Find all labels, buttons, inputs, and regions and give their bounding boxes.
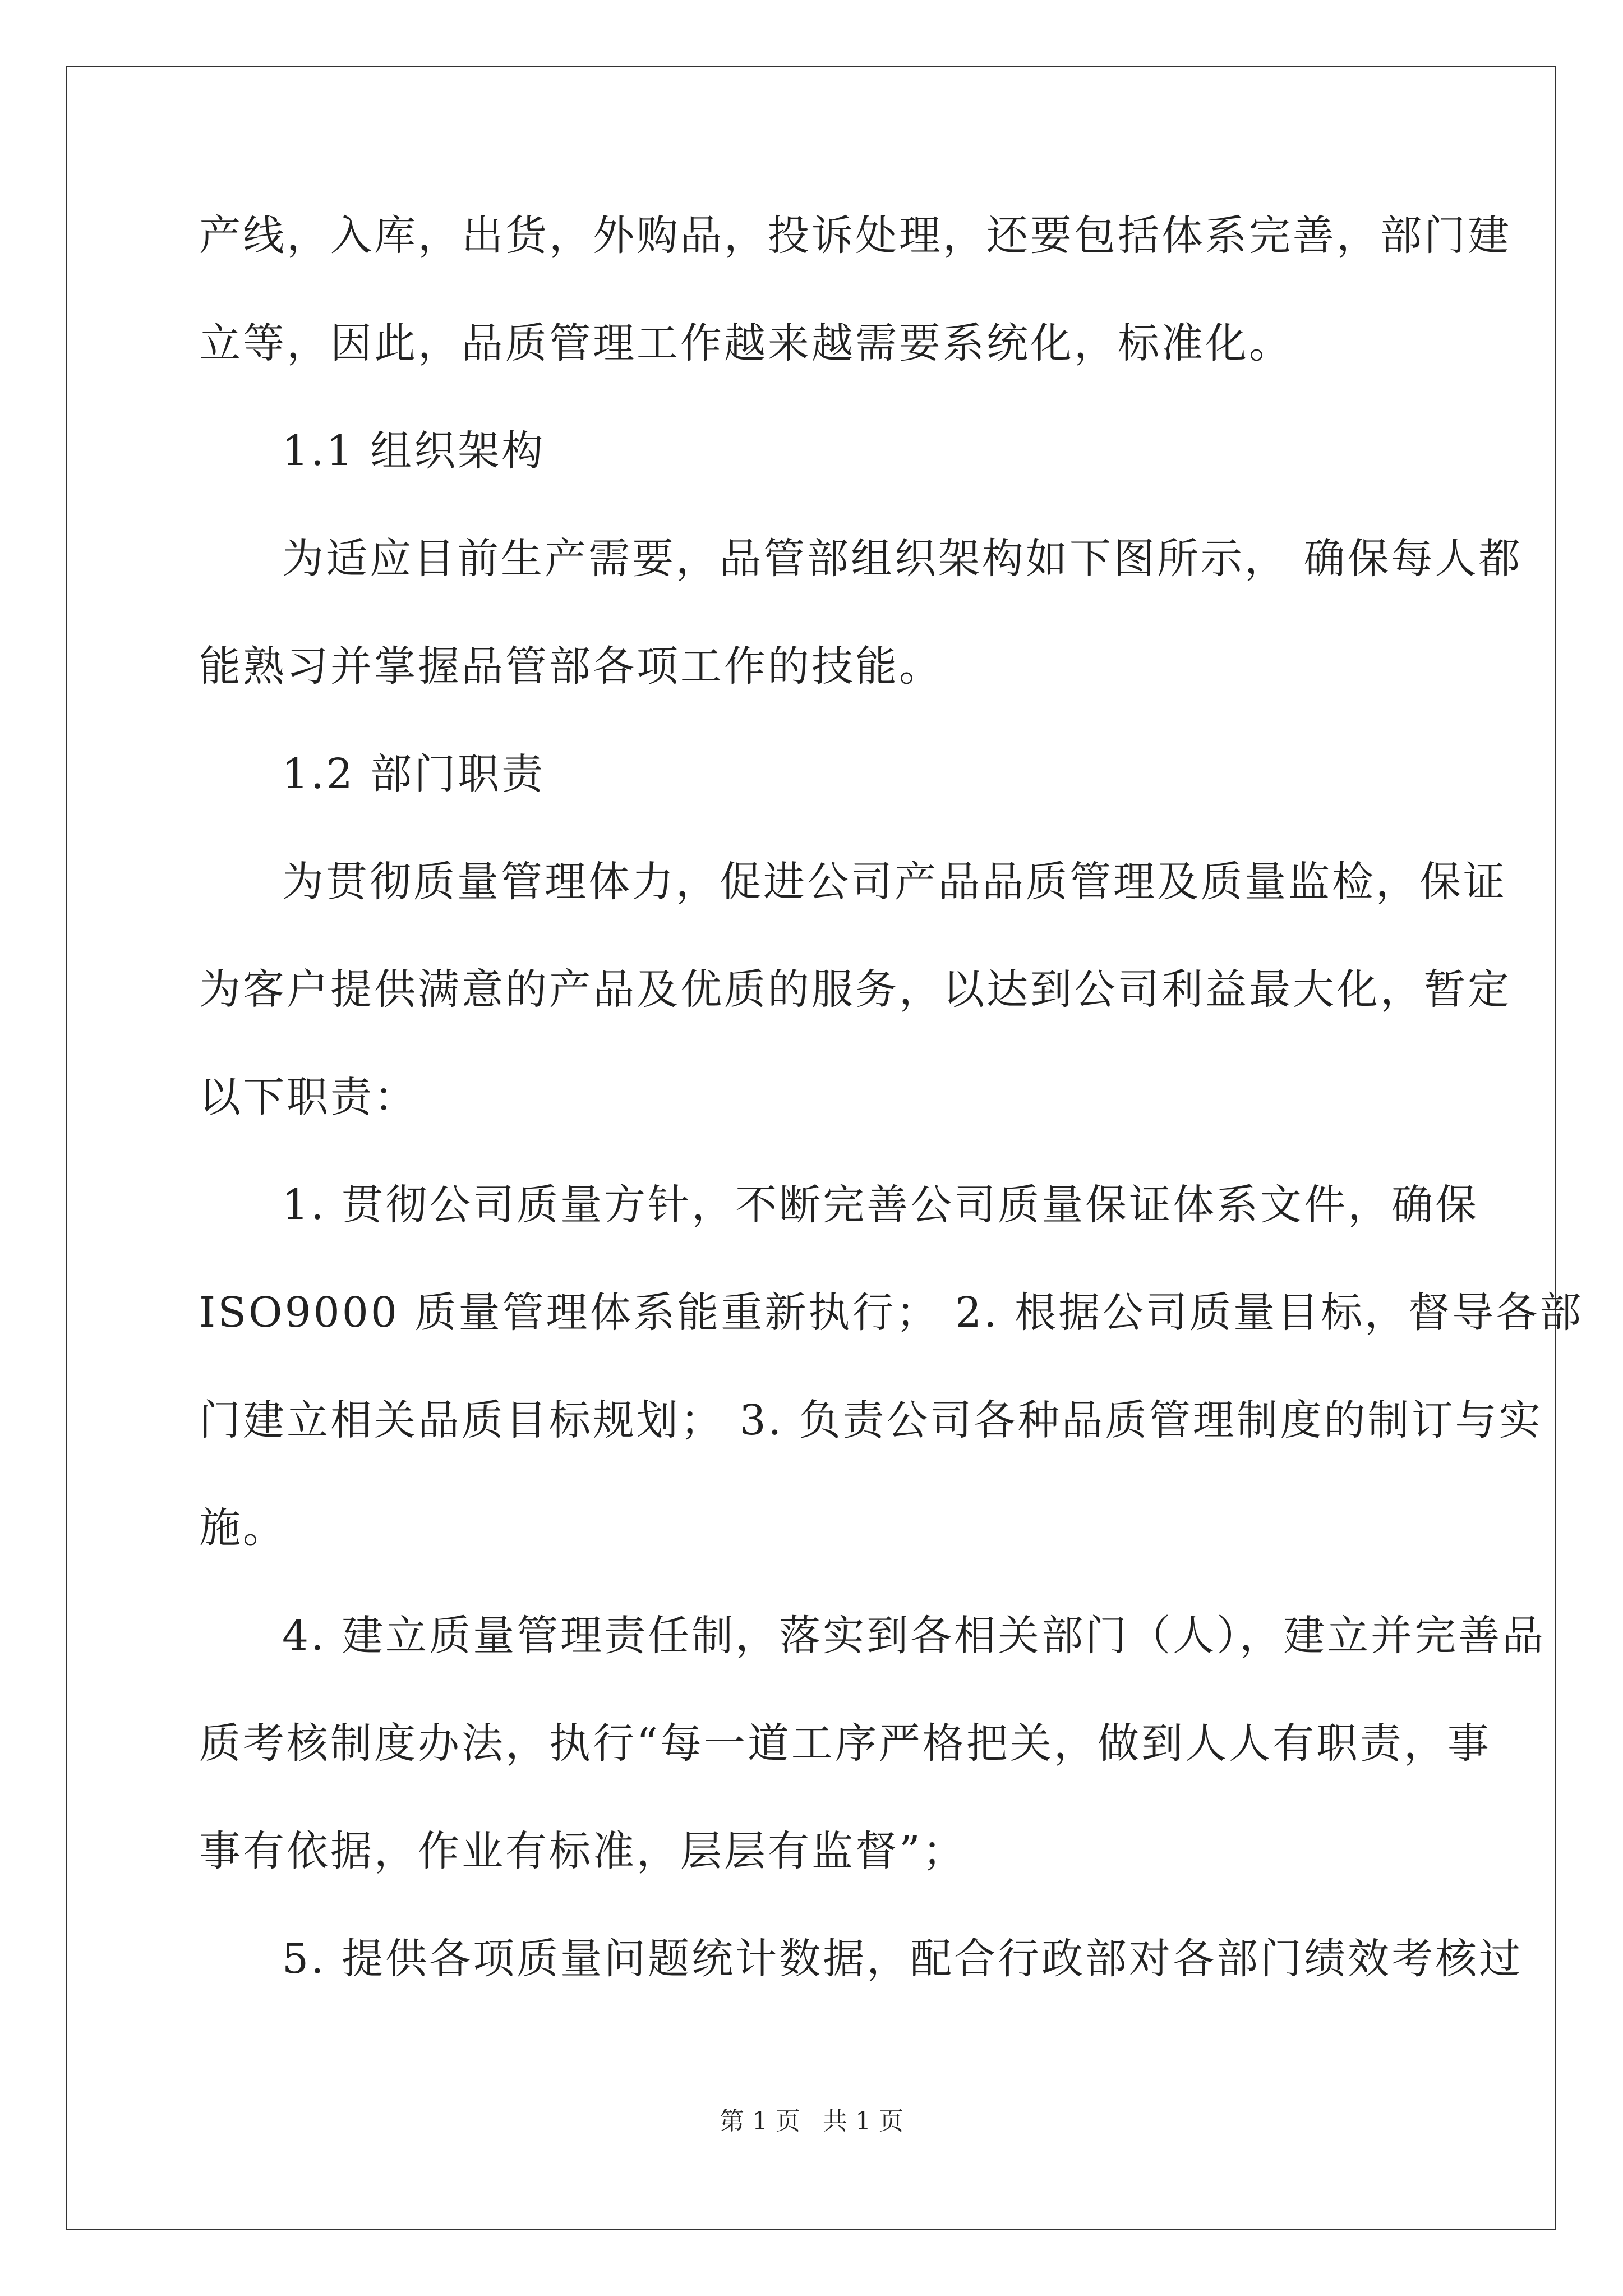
page-number: 第 1 页: [720, 2107, 800, 2136]
section-heading: 1.1 组织架构: [282, 427, 546, 475]
paragraph-line: 4. 建立质量管理责任制，落实到各相关部门（人），建立并完善品: [282, 1612, 1546, 1660]
paragraph-line: 能熟习并掌握品管部各项工作的技能。: [199, 642, 943, 691]
paragraph-line: 为客户提供满意的产品及优质的服务，以达到公司利益最大化，暂定: [199, 965, 1511, 1014]
paragraph-line: 以下职责：: [199, 1073, 418, 1121]
section-heading: 1.2 部门职责: [282, 750, 546, 798]
paragraph-line: 1. 贯彻公司质量方针，不断完善公司质量保证体系文件，确保: [282, 1181, 1479, 1229]
paragraph-line: 门建立相关品质目标规划； 3. 负责公司各种品质管理制度的制订与实: [199, 1396, 1543, 1444]
paragraph-line: 5. 提供各项质量问题统计数据，配合行政部对各部门绩效考核过: [282, 1935, 1523, 1983]
page-total: 共 1 页: [823, 2107, 903, 2136]
paragraph-line: 施。: [199, 1504, 287, 1552]
paragraph-line: 质考核制度办法，执行“每一道工序严格把关，做到人人有职责，事: [199, 1719, 1491, 1768]
paragraph-line: 立等，因此，品质管理工作越来越需要系统化，标准化。: [199, 319, 1293, 367]
page-footer: [0, 2105, 1623, 2138]
paragraph-line: 为贯彻质量管理体力，促进公司产品品质管理及质量监检，保证: [282, 858, 1507, 906]
document-body: [199, 208, 1584, 1987]
paragraph-line: ISO9000 质量管理体系能重新执行； 2. 根据公司质量目标，督导各部: [199, 1289, 1584, 1337]
paragraph-line: 为适应目前生产需要，品管部组织架构如下图所示， 确保每人都: [282, 535, 1523, 583]
paragraph-line: 产线，入库，出货，外购品，投诉处理，还要包括体系完善，部门建: [199, 211, 1511, 260]
paragraph-line: 事有依据，作业有标准，层层有监督”；: [199, 1827, 966, 1875]
